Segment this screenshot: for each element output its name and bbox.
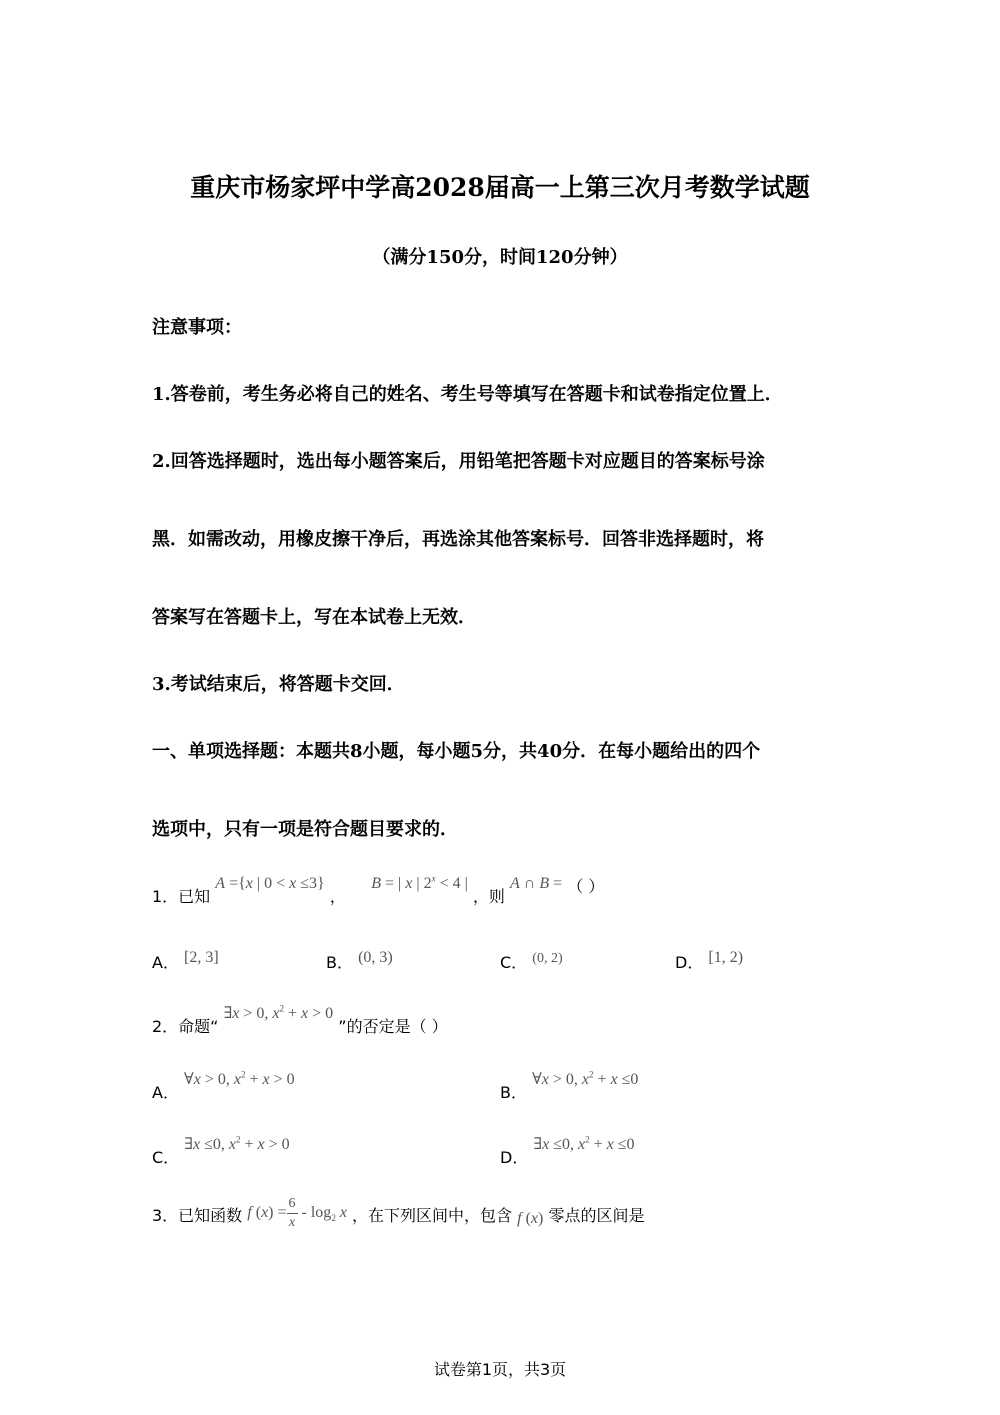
q1-option-d — [675, 950, 743, 973]
q1-option-c-label: C． — [500, 953, 528, 972]
q2-prefix: 2．命题“ — [152, 1017, 219, 1036]
q1-paren: （ ） — [567, 877, 605, 896]
q3-fx: f (x) — [517, 1210, 544, 1228]
q3-mid: ，在下列区间中，包含 — [352, 1206, 513, 1226]
q1-set-b: B = | x | $2^x < 4$ | — [371, 873, 468, 892]
question-2 — [152, 1000, 448, 1036]
q2-option-c-value: ∃x ≤0, $x^2 + x > 0$ — [184, 1134, 290, 1153]
q2-option-a — [152, 1066, 295, 1102]
q2-option-a-value: ∀x > 0, $x^2 + x > 0$ — [184, 1069, 295, 1088]
q3-prefix: 3．已知函数 — [152, 1206, 243, 1226]
q1-option-b-label: B． — [326, 953, 353, 972]
note-item-1: 1.答卷前，考生务必将自己的姓名、考生号等填写在答题卡和试卷指定位置上． — [152, 384, 783, 405]
page-footer: 试卷第1页，共3页 — [433, 1360, 567, 1379]
q1-prefix: 1．已知 — [152, 887, 211, 906]
q2-option-d-value: ∃x ≤0, $x^2 + x \le 0$ — [533, 1134, 635, 1153]
q1-option-b — [326, 950, 393, 973]
q2-option-d-label: D． — [500, 1148, 529, 1167]
q1-option-c — [500, 950, 563, 973]
q1-option-c-value: (0, 2) — [532, 951, 563, 966]
q3-function: f (x) = $\frac{6}{x}$ - $\log_2 x$ — [247, 1196, 347, 1230]
note-item-2-line-3: 答案写在答题卡上，写在本试卷上无效． — [152, 607, 476, 628]
q2-option-a-label: A． — [152, 1083, 179, 1102]
q1-option-b-value: (0, 3) — [358, 949, 393, 966]
q1-intersection: A ∩ B = — [510, 875, 563, 892]
q1-sep: ， — [329, 887, 346, 906]
q1-option-d-label: D． — [675, 953, 704, 972]
q1-option-a-label: A． — [152, 953, 179, 972]
q1-option-a — [152, 950, 219, 973]
note-item-2-line-1: 2.回答选择题时，选出每小题答案后，用铅笔把答题卡对应题目的答案标号涂 — [152, 451, 765, 472]
page-title: 重庆市杨家坪中学高2028届高一上第三次月考数学试题 — [190, 173, 810, 202]
q2-proposition: ∃x > 0, $x^2 + x > 0$ — [223, 1003, 334, 1022]
question-1 — [152, 870, 605, 906]
q2-option-b — [500, 1066, 639, 1102]
q2-suffix: ”的否定是（ ） — [338, 1017, 448, 1036]
q1-then: ，则 — [472, 887, 505, 906]
q2-option-c-label: C． — [152, 1148, 180, 1167]
q1-option-a-value: [2, 3] — [184, 949, 219, 966]
q2-option-b-label: B． — [500, 1083, 527, 1102]
section-heading-line-2: 选项中，只有一项是符合题目要求的． — [152, 819, 458, 840]
note-item-2-line-2: 黑．如需改动，用橡皮擦干净后，再选涂其他答案标号．回答非选择题时，将 — [152, 529, 764, 550]
section-heading-line-1: 一、单项选择题：本题共8小题，每小题5分，共40分．在每小题给出的四个 — [152, 741, 761, 762]
q2-option-b-value: ∀x > 0, $x^2 + x \le 0$ — [532, 1069, 639, 1088]
q1-option-d-value: [1, 2) — [708, 949, 744, 966]
notes-heading: 注意事项： — [152, 317, 242, 338]
q3-suffix: 零点的区间是 — [548, 1206, 645, 1226]
question-3 — [152, 1195, 644, 1232]
q2-option-d — [500, 1131, 635, 1167]
note-item-3: 3.考试结束后，将答题卡交回． — [152, 674, 405, 695]
q2-option-c — [152, 1131, 290, 1167]
exam-info: （满分150分，时间120分钟） — [372, 247, 628, 268]
q1-set-a: A ={x | 0 < x ≤3} — [215, 875, 325, 892]
